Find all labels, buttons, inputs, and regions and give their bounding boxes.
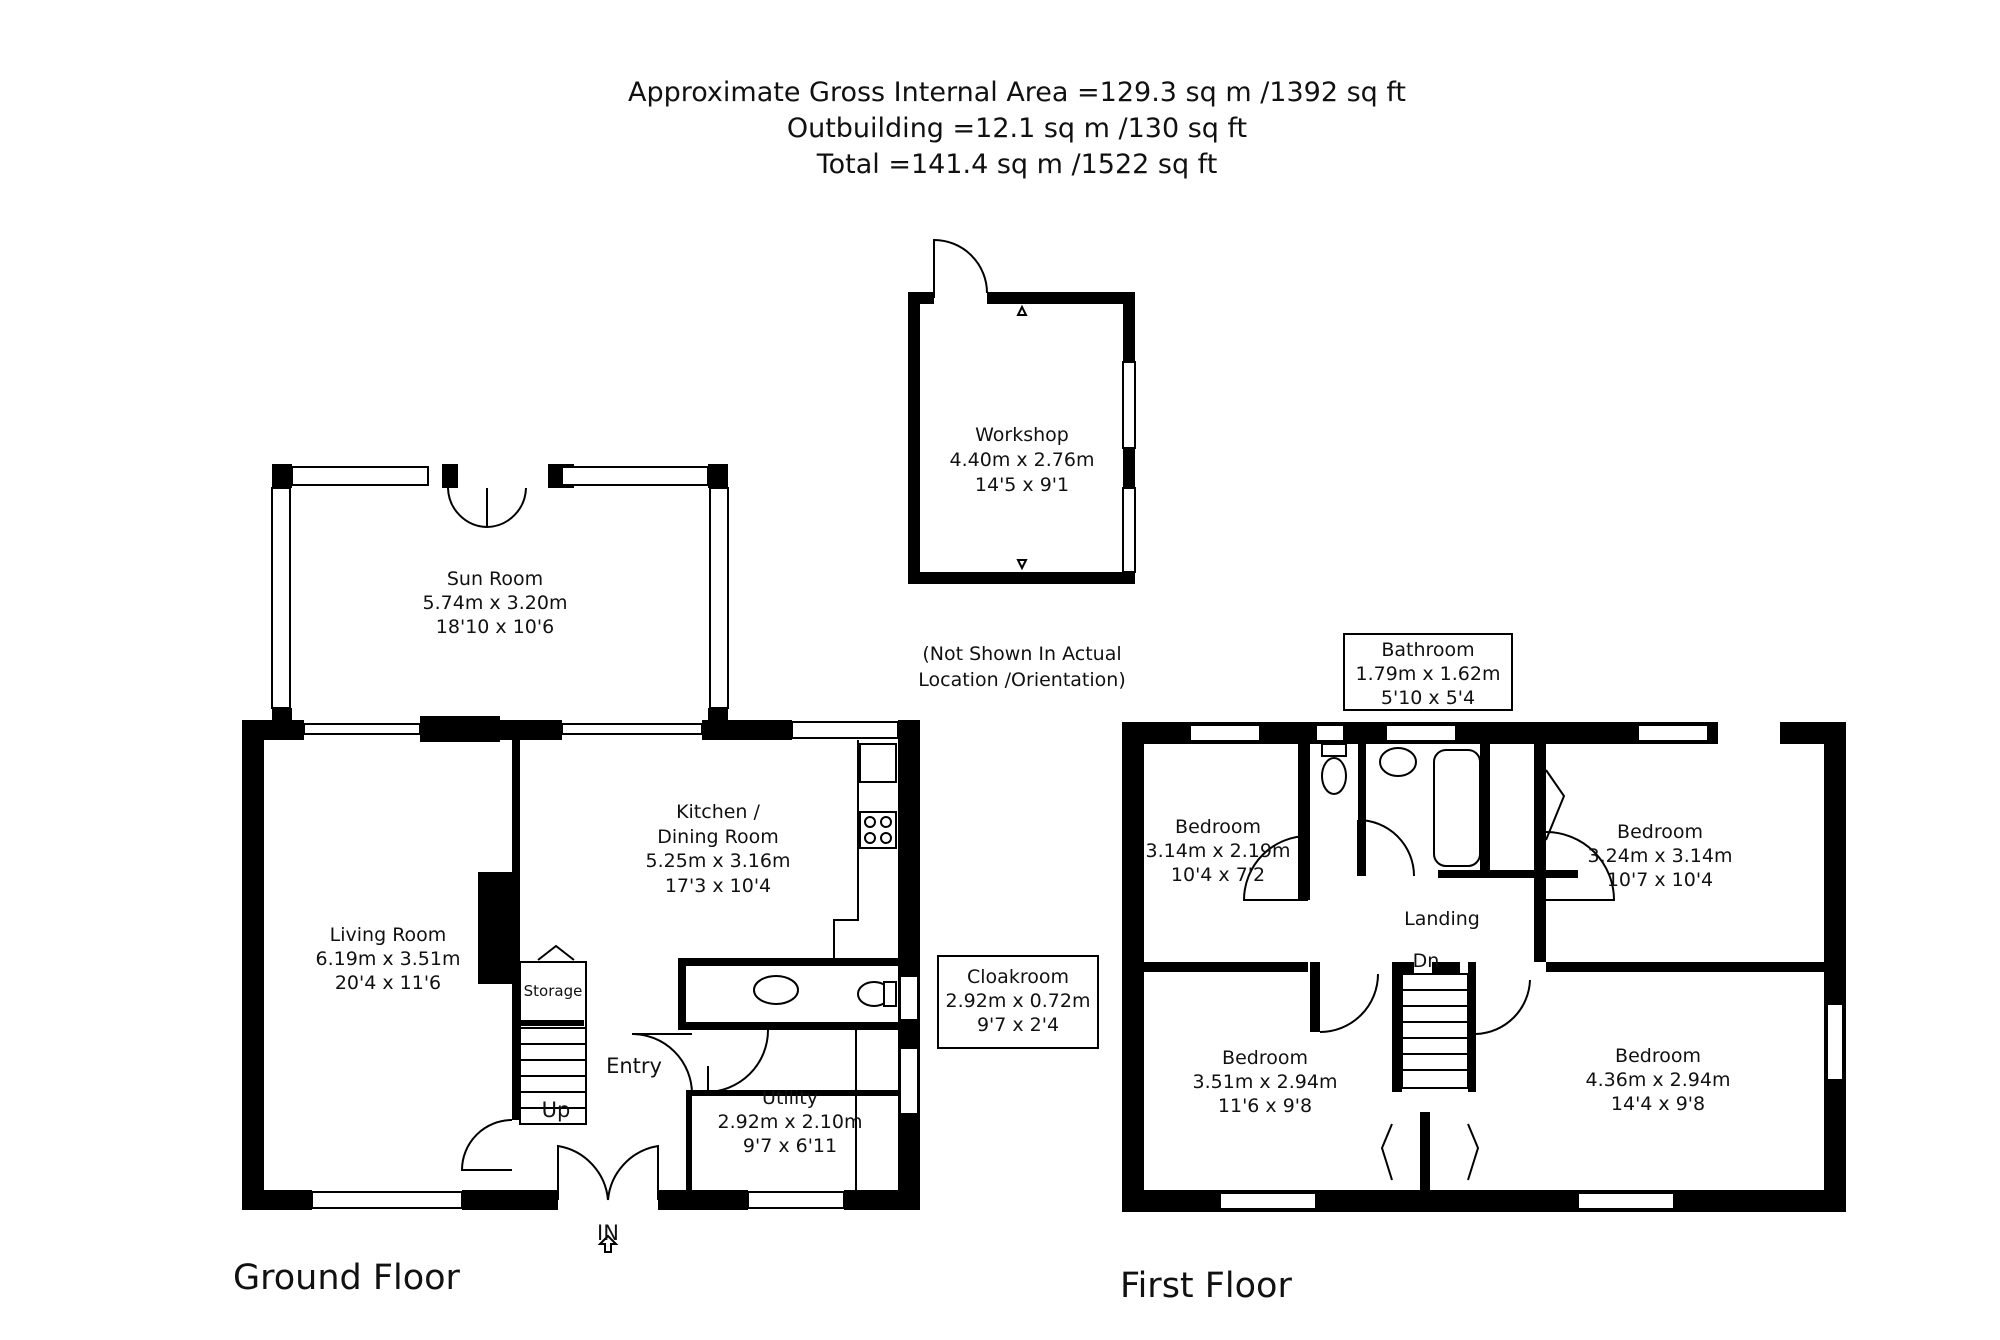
cloakroom-name: Cloakroom [967,966,1069,988]
bathroom-label-box [1344,634,1512,710]
workshop-note-2: Location /Orientation) [918,669,1126,691]
living-room-metric: 6.19m x 3.51m [315,948,461,970]
first-floor-plan [1122,722,1846,1212]
bedroom-sw-name: Bedroom [1222,1047,1308,1069]
stairs-down-label: Dn [1412,950,1440,972]
bathroom-metric: 1.79m x 1.62m [1355,663,1501,685]
bedroom-ne-metric: 3.24m x 3.14m [1587,845,1733,867]
bathroom-imperial: 5'10 x 5'4 [1380,687,1476,709]
wc-toilet [1322,758,1346,794]
cloakroom-metric: 2.92m x 0.72m [945,990,1091,1012]
bath-tub [1434,750,1480,866]
workshop-name: Workshop [975,424,1069,446]
bedroom-ne-name: Bedroom [1617,821,1703,843]
area-line-gross: Approximate Gross Internal Area =129.3 sq m /1392 sq ft [627,77,1407,108]
cloakroom-basin [754,976,798,1004]
ground-floor-title: Ground Floor [233,1258,460,1298]
sun-room-metric: 5.74m x 3.20m [422,592,568,614]
stairs-up-label: Up [541,1098,571,1122]
bathroom-basin [1380,748,1416,776]
area-line-total: Total =141.4 sq m /1522 sq ft [816,149,1218,180]
workshop-plan [908,240,1135,584]
kitchen-name-1: Kitchen / [676,801,760,823]
first-floor-title: First Floor [1120,1266,1292,1306]
kitchen-imperial: 17'3 x 10'4 [664,875,772,897]
sun-room-imperial: 18'10 x 10'6 [435,616,555,638]
bedroom-nw-name: Bedroom [1175,816,1261,838]
cloakroom-label-box [938,956,1098,1048]
kitchen-hob [860,812,896,848]
living-room-name: Living Room [329,924,447,946]
bedroom-se-name: Bedroom [1615,1045,1701,1067]
bedroom-se-metric: 4.36m x 2.94m [1585,1069,1731,1091]
kitchen-metric: 5.25m x 3.16m [645,850,791,872]
utility-imperial: 9'7 x 6'11 [742,1135,838,1157]
living-room-imperial: 20'4 x 11'6 [334,972,442,994]
bedroom-ne-imperial: 10'7 x 10'4 [1606,869,1714,891]
bedroom-nw-metric: 3.14m x 2.19m [1145,840,1291,862]
front-doors [558,1146,658,1200]
kitchen-name-2: Dining Room [657,826,779,848]
ground-floor-plan [242,464,920,1252]
entry-label: Entry [606,1054,662,1078]
workshop-door [934,240,987,298]
bedroom-se-imperial: 14'4 x 9'8 [1610,1093,1706,1115]
utility-metric: 2.92m x 2.10m [717,1111,863,1133]
workshop-metric: 4.40m x 2.76m [949,449,1095,471]
in-label: IN [597,1221,619,1245]
bedroom-nw-imperial: 10'4 x 7'2 [1170,864,1266,886]
landing-label: Landing [1404,908,1480,930]
utility-name: Utility [762,1087,818,1109]
bedroom-sw-imperial: 11'6 x 9'8 [1217,1095,1313,1117]
bedroom-sw-metric: 3.51m x 2.94m [1192,1071,1338,1093]
cloakroom-imperial: 9'7 x 2'4 [976,1014,1060,1036]
kitchen-sink [860,744,896,782]
storage-label: Storage [523,982,583,1000]
area-summary [628,77,1406,180]
area-line-outbuilding: Outbuilding =12.1 sq m /130 sq ft [786,113,1248,144]
workshop-note-1: (Not Shown In Actual [922,643,1122,665]
sun-room-name: Sun Room [446,568,544,590]
sun-room-french-doors [448,488,526,527]
workshop-imperial: 14'5 x 9'1 [974,474,1070,496]
bathroom-name: Bathroom [1381,639,1475,661]
